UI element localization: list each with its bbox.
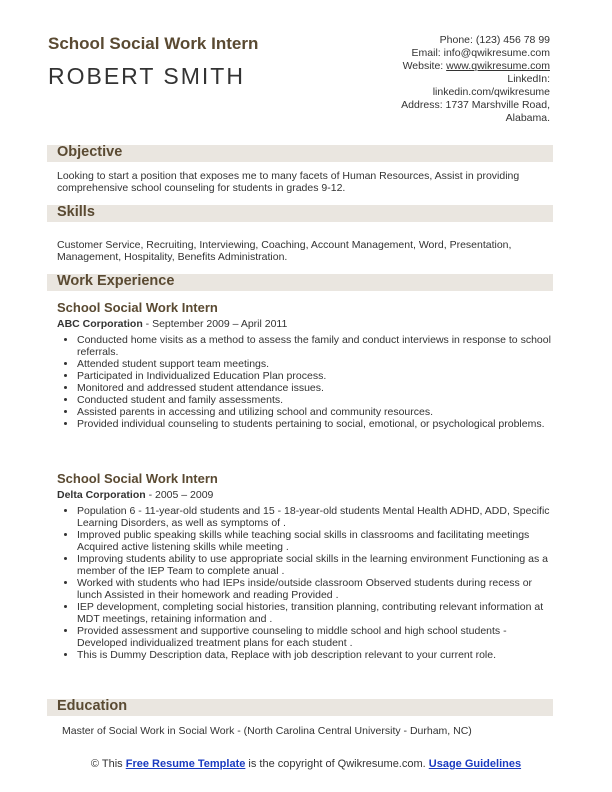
footer-middle: is the copyright of Qwikresume.com. <box>245 758 429 770</box>
list-item: • This is Dummy Description data, Replace with job description relevant to your current role. <box>77 649 557 661</box>
job-dates: - 2005 – 2009 <box>145 489 214 501</box>
job-company-line <box>57 489 213 501</box>
work-experience-heading: Work Experience <box>57 273 175 289</box>
website-label: Website: <box>402 60 447 72</box>
contact-block <box>401 34 550 125</box>
usage-guidelines-link[interactable]: Usage Guidelines <box>428 758 522 770</box>
contact-address-line2: Alabama. <box>505 112 550 124</box>
footer-prefix: © This <box>90 758 126 770</box>
company-name: ABC Corporation <box>57 318 143 330</box>
objective-section-bar <box>47 145 553 162</box>
list-item: • Attended student support team meetings. <box>77 358 557 370</box>
header-job-title: School Social Work Intern <box>48 34 259 53</box>
list-item: • Assisted parents in accessing and utilizing school and community resources. <box>77 406 557 418</box>
skills-text: Customer Service, Recruiting, Interviewing, Coaching, Account Management, Word, Presentation, Management, Hospitality, Benefits Administration. <box>57 239 512 263</box>
list-item: • Monitored and addressed student attendance issues. <box>77 382 557 394</box>
contact-phone: Phone: (123) 456 78 99 <box>439 34 550 46</box>
contact-address-line1: Address: 1737 Marshville Road, <box>401 99 550 111</box>
free-resume-template-link[interactable]: Free Resume Template <box>125 758 246 770</box>
list-item: • IEP development, completing social histories, transition planning, contributing relevant information at MDT meetings, retaining information and . <box>77 601 557 625</box>
objective-text: Looking to start a position that exposes me to many facets of Human Resources, Assist in providing comprehensive school counseling for students in grades 9-12. <box>57 170 520 194</box>
list-item: • Conducted home visits as a method to assess the family and conduct interviews in response to school referrals. <box>77 334 557 358</box>
job-title: School Social Work Intern <box>57 300 218 315</box>
skills-section-bar <box>47 205 553 222</box>
job-dates: - September 2009 – April 2011 <box>142 318 288 330</box>
candidate-name: ROBERT SMITH <box>48 63 245 89</box>
list-item: • Provided individual counseling to students pertaining to social, emotional, or psychological problems. <box>77 418 557 430</box>
website-link[interactable]: www.qwikresume.com <box>446 60 550 72</box>
education-entry: Master of Social Work in Social Work - (North Carolina Central University - Durham, NC) <box>62 725 472 737</box>
job-bullet-list <box>62 334 557 430</box>
footer-copyright <box>0 758 612 771</box>
job-title: School Social Work Intern <box>57 471 218 486</box>
list-item: • Participated in Individualized Education Plan process. <box>77 370 557 382</box>
list-item: • Worked with students who had IEPs inside/outside classroom Observed students during recess or lunch Assisted in their homework and reading Provided . <box>77 577 557 601</box>
job-company-line <box>57 318 287 330</box>
contact-linkedin-value: linkedin.com/qwikresume <box>432 86 550 98</box>
list-item: • Conducted student and family assessments. <box>77 394 557 406</box>
list-item: • Provided assessment and supportive counseling to middle school and high school students - Developed individualized treatment plans for each student . <box>77 625 557 649</box>
education-heading: Education <box>57 698 128 714</box>
contact-website <box>401 60 550 73</box>
list-item: • Improving students ability to use appropriate social skills in the learning environment Functioning as a member of the IEP Team to complete anual . <box>77 553 557 577</box>
company-name: Delta Corporation <box>57 489 146 501</box>
list-item: • Improved public speaking skills while teaching social skills in classrooms and facilitating meetings Acquired active listening skills while meeting . <box>77 529 557 553</box>
job-bullet-list <box>62 505 557 661</box>
contact-linkedin-label: LinkedIn: <box>507 73 550 85</box>
contact-email: Email: info@qwikresume.com <box>411 47 550 59</box>
objective-heading: Objective <box>57 144 123 160</box>
skills-heading: Skills <box>57 204 95 220</box>
list-item: • Population 6 - 11-year-old students and 15 - 18-year-old students Mental Health ADHD, ADD, Specific Learning Disorders, as well as symptoms of . <box>77 505 557 529</box>
